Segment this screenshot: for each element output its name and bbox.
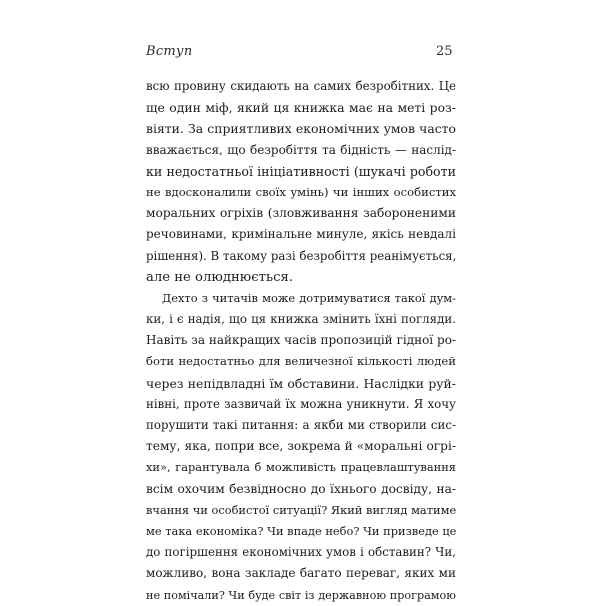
text-line: тему, яка, попри все, зокрема й «моральні огрі- bbox=[146, 439, 456, 454]
running-head: Вступ bbox=[146, 44, 193, 59]
text-line: але не олюднюється. bbox=[146, 269, 293, 285]
text-line: всім охочим безвідносно до їхнього досвіду, на- bbox=[146, 481, 456, 496]
text-line: боти недостатньо для величезної кількості людей bbox=[146, 354, 456, 369]
paragraph-2 bbox=[146, 288, 456, 606]
page-number: 25 bbox=[436, 44, 453, 59]
text-line: всю провину скидають на самих безробітних. Це bbox=[146, 79, 456, 93]
text-line: до погіршення економічних умов і обставин? Чи, bbox=[146, 545, 456, 560]
text-line: не помічали? Чи буде світ із державною програмою bbox=[146, 588, 456, 602]
text-line: хи», гарантувала б можливість працевлаштування bbox=[146, 460, 456, 475]
text-line: віяти. За сприятливих економічних умов часто bbox=[146, 121, 456, 137]
text-line: ме така економіка? Чи впаде небо? Чи призведе це bbox=[146, 523, 457, 538]
body-text bbox=[146, 76, 456, 606]
text-line: можливо, вона закладе багато переваг, яких ми bbox=[146, 566, 456, 581]
text-line: вважається, що безробіття та бідність — наслід- bbox=[146, 142, 456, 157]
text-line: ки недостатньої ініціативності (шукачі роботи bbox=[146, 163, 456, 179]
paragraph-1 bbox=[146, 76, 456, 288]
text-line: через непідвладні їм обставини. Наслідки руй- bbox=[146, 375, 456, 391]
text-line: нівні, проте зазвичай їх можна уникнути. Я хочу bbox=[146, 396, 456, 411]
text-line: порушити такі питання: а якби ми створили сис- bbox=[146, 418, 456, 432]
text-line: не вдосконалили своїх умінь) чи інших особистих bbox=[146, 184, 456, 199]
text-line: рішення). В такому разі безробіття реанімується, bbox=[146, 248, 457, 263]
text-line: ще один міф, який ця книжка має на меті роз- bbox=[146, 100, 456, 116]
text-line: моральних огріхів (зловживання забороненими bbox=[146, 206, 456, 221]
text-line: вчання чи особистої ситуації? Який вигляд матиме bbox=[146, 502, 457, 517]
text-line: ки, і є надія, що ця книжка змінить їхні погляди. bbox=[146, 312, 456, 327]
text-line: Дехто з читачів може дотримуватися такої дум- bbox=[162, 290, 456, 305]
text-line: Навіть за найкращих часів пропозицій гідної ро- bbox=[146, 333, 456, 348]
text-line: речовинами, кримінальне минуле, якісь невдалі bbox=[146, 227, 456, 242]
